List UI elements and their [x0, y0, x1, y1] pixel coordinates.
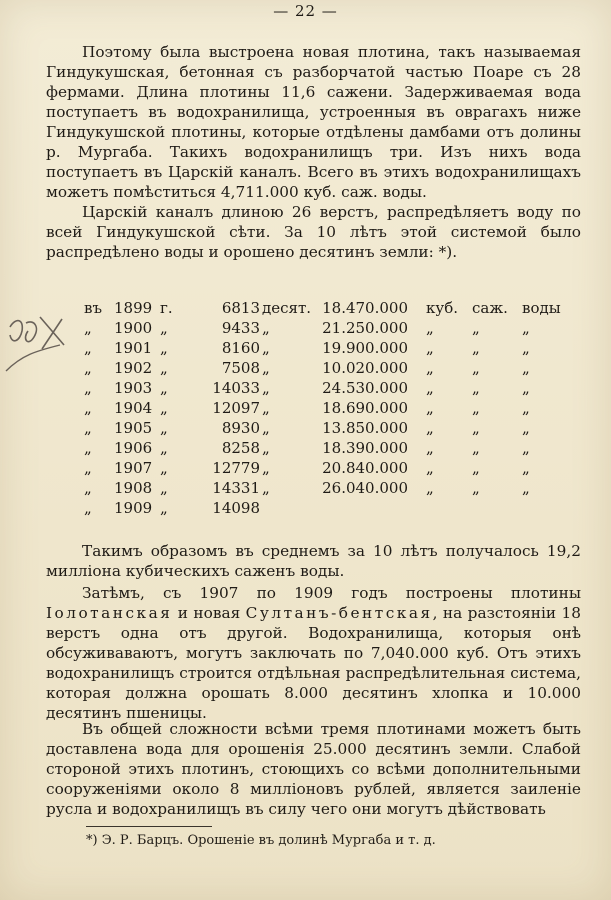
paragraph-3: Такимъ образомъ въ среднемъ за 10 лѣтъ получалось 19,2 милліона кубическихъ саженъ воды. — [46, 542, 581, 580]
table-row — [84, 418, 584, 438]
table-cell-prefix: „ — [84, 399, 92, 417]
table-row — [84, 298, 584, 318]
table-cell-volume: 21.250.000 — [322, 319, 408, 337]
table-cell-area-unit: „ — [262, 419, 270, 437]
page-number: — 22 — — [273, 2, 338, 20]
table-cell-prefix: „ — [84, 419, 92, 437]
footnote-divider — [86, 826, 212, 827]
table-cell-year-unit: „ — [160, 419, 168, 437]
table-cell-year-unit: „ — [160, 439, 168, 457]
table-cell-year: 1901 — [114, 339, 153, 357]
dam-name-sultan-bent: Султанъ-бентская — [245, 604, 433, 622]
table-cell-unit-1: „ — [426, 359, 434, 377]
table-cell-prefix: „ — [84, 459, 92, 477]
table-cell-year-unit: „ — [160, 379, 168, 397]
table-cell-volume: 18.470.000 — [322, 299, 408, 317]
table-cell-area: 12097 — [212, 399, 260, 417]
table-cell-area: 8160 — [221, 339, 260, 357]
table-cell-area: 14033 — [212, 379, 260, 397]
table-cell-year-unit: „ — [160, 359, 168, 377]
table-cell-year: 1902 — [114, 359, 153, 377]
table-row — [84, 398, 584, 418]
table-cell-unit-3: „ — [522, 379, 530, 397]
table-cell-year: 1903 — [114, 379, 153, 397]
table-cell-year: 1899 — [114, 299, 153, 317]
table-cell-year: 1900 — [114, 319, 153, 337]
table-cell-unit-3: „ — [522, 459, 530, 477]
table-cell-year: 1907 — [114, 459, 153, 477]
table-cell-area: 8930 — [221, 419, 260, 437]
table-cell-area-unit: „ — [262, 459, 270, 477]
table-cell-area-unit: „ — [262, 339, 270, 357]
table-cell-unit-3: „ — [522, 479, 530, 497]
table-row — [84, 478, 584, 498]
table-row — [84, 438, 584, 458]
table-cell-volume: 19.900.000 — [322, 339, 408, 357]
table-cell-unit-2: „ — [472, 359, 480, 377]
footnote: *) Э. Р. Барцъ. Орошеніе въ долинѣ Мургаба и т. д. — [86, 833, 436, 848]
table-cell-unit-1: „ — [426, 439, 434, 457]
table-cell-area-unit: „ — [262, 439, 270, 457]
table-cell-unit-1: „ — [426, 319, 434, 337]
table-cell-year-unit: „ — [160, 339, 168, 357]
table-cell-area-unit: „ — [262, 479, 270, 497]
table-cell-year-unit: „ — [160, 499, 168, 517]
table-cell-prefix: „ — [84, 319, 92, 337]
table-cell-unit-3: „ — [522, 359, 530, 377]
table-cell-area-unit: десят. — [262, 299, 312, 317]
table-cell-year-unit: „ — [160, 399, 168, 417]
table-cell-volume: 13.850.000 — [322, 419, 408, 437]
table-cell-area: 14331 — [212, 479, 260, 497]
table-cell-area-unit: „ — [262, 319, 270, 337]
table-cell-unit-1: „ — [426, 419, 434, 437]
table-cell-area: 6813 — [221, 299, 260, 317]
table-cell-year: 1909 — [114, 499, 153, 517]
paragraph-1: Поэтому была выстроена новая плотина, такъ называемая Гиндукушская, бетонная съ разборчатой частью Поаре съ 28 фермами. Длина плотины 11,6 сажени. Задерживаемая вода поступаетъ въ водохранилища, устроенныя въ оврагахъ ниже Гиндукушской плотины, которые отдѣлены дамбами отъ долины р. Мургаба. Такихъ водохранилищъ три. Изъ нихъ вода поступаетъ въ Царскій каналъ. Всего въ этихъ водохранилищахъ можетъ помѣститься 4,711.000 куб. саж. воды. — [46, 43, 581, 201]
table-cell-area-unit: „ — [262, 359, 270, 377]
table-cell-volume: 18.390.000 — [322, 439, 408, 457]
table-cell-year-unit: „ — [160, 459, 168, 477]
table-cell-unit-1: куб. — [426, 299, 458, 317]
table-cell-unit-2: „ — [472, 459, 480, 477]
table-cell-prefix: „ — [84, 499, 92, 517]
table-cell-area: 14098 — [212, 499, 260, 517]
table-cell-year-unit: г. — [160, 299, 173, 317]
table-cell-unit-2: саж. — [472, 299, 508, 317]
paragraph-4 — [46, 583, 581, 723]
table-cell-volume: 26.040.000 — [322, 479, 408, 497]
table-row — [84, 458, 584, 478]
table-cell-area: 9433 — [221, 319, 260, 337]
table-cell-prefix: „ — [84, 439, 92, 457]
paragraph-2: Царскій каналъ длиною 26 верстъ, распредѣляетъ воду по всей Гиндукушской сѣти. За 10 лѣтъ этой системой было распредѣлено воды и орошено десятинъ земли: *). — [46, 203, 581, 261]
table-cell-area: 8258 — [221, 439, 260, 457]
table-cell-volume: 18.690.000 — [322, 399, 408, 417]
table-cell-unit-1: „ — [426, 399, 434, 417]
paragraph-4-text-c: , на разстояніи 18 верстъ одна отъ другой. Водохранилища, которыя онѣ обсуживаваютъ, могутъ заключать по 7,040.000 куб. Отъ этихъ водохранилищъ строится отдѣльная распредѣлительная система, которая должна орошать 8.000 десятинъ хлопка и 10.000 десятинъ пшеницы. — [46, 604, 581, 722]
table-cell-year: 1906 — [114, 439, 153, 457]
dam-name-iolotan: Iолотанская — [46, 604, 173, 622]
table-cell-unit-2: „ — [472, 399, 480, 417]
table-cell-year: 1904 — [114, 399, 153, 417]
table-row — [84, 318, 584, 338]
table-cell-year: 1908 — [114, 479, 153, 497]
table-row — [84, 498, 584, 518]
table-row — [84, 338, 584, 358]
table-cell-unit-2: „ — [472, 339, 480, 357]
table-cell-area-unit: „ — [262, 399, 270, 417]
table-cell-unit-1: „ — [426, 339, 434, 357]
table-cell-unit-2: „ — [472, 419, 480, 437]
paragraph-5: Въ общей сложности всѣми тремя плотинами можетъ быть доставлена вода для орошенія 25.000 десятинъ земли. Слабой стороной этихъ плотинъ, стоющихъ со всѣми дополнительными сооруженіями около 8 милліоновъ рублей, является заиленіе русла и водохранилищъ въ силу чего они могутъ дѣйствовать — [46, 720, 581, 818]
table-cell-prefix: „ — [84, 479, 92, 497]
table-cell-year-unit: „ — [160, 319, 168, 337]
table-cell-prefix: „ — [84, 359, 92, 377]
table-cell-unit-1: „ — [426, 459, 434, 477]
table-cell-volume: 20.840.000 — [322, 459, 408, 477]
table-row — [84, 358, 584, 378]
table-cell-unit-2: „ — [472, 319, 480, 337]
table-cell-volume: 24.530.000 — [322, 379, 408, 397]
table-row — [84, 378, 584, 398]
table-cell-unit-3: „ — [522, 439, 530, 457]
table-cell-unit-2: „ — [472, 379, 480, 397]
table-cell-year: 1905 — [114, 419, 153, 437]
table-cell-unit-3: „ — [522, 319, 530, 337]
table-cell-area: 7508 — [221, 359, 260, 377]
table-cell-unit-2: „ — [472, 439, 480, 457]
table-cell-prefix: „ — [84, 339, 92, 357]
paragraph-4-text-b: и новая — [172, 604, 246, 622]
table-cell-unit-3: воды — [522, 299, 561, 317]
table-cell-unit-2: „ — [472, 479, 480, 497]
table-cell-prefix: въ — [84, 299, 102, 317]
table-cell-unit-3: „ — [522, 339, 530, 357]
table-cell-unit-3: „ — [522, 399, 530, 417]
handwritten-margin-note — [2, 305, 72, 385]
paragraph-4-text-a: Затѣмъ, съ 1907 по 1909 годъ построены плотины — [82, 584, 581, 602]
table-cell-prefix: „ — [84, 379, 92, 397]
irrigation-table — [84, 298, 584, 518]
table-cell-area-unit: „ — [262, 379, 270, 397]
table-cell-area: 12779 — [212, 459, 260, 477]
table-cell-volume: 10.020.000 — [322, 359, 408, 377]
table-cell-unit-1: „ — [426, 479, 434, 497]
table-cell-unit-3: „ — [522, 419, 530, 437]
table-cell-unit-1: „ — [426, 379, 434, 397]
table-cell-year-unit: „ — [160, 479, 168, 497]
